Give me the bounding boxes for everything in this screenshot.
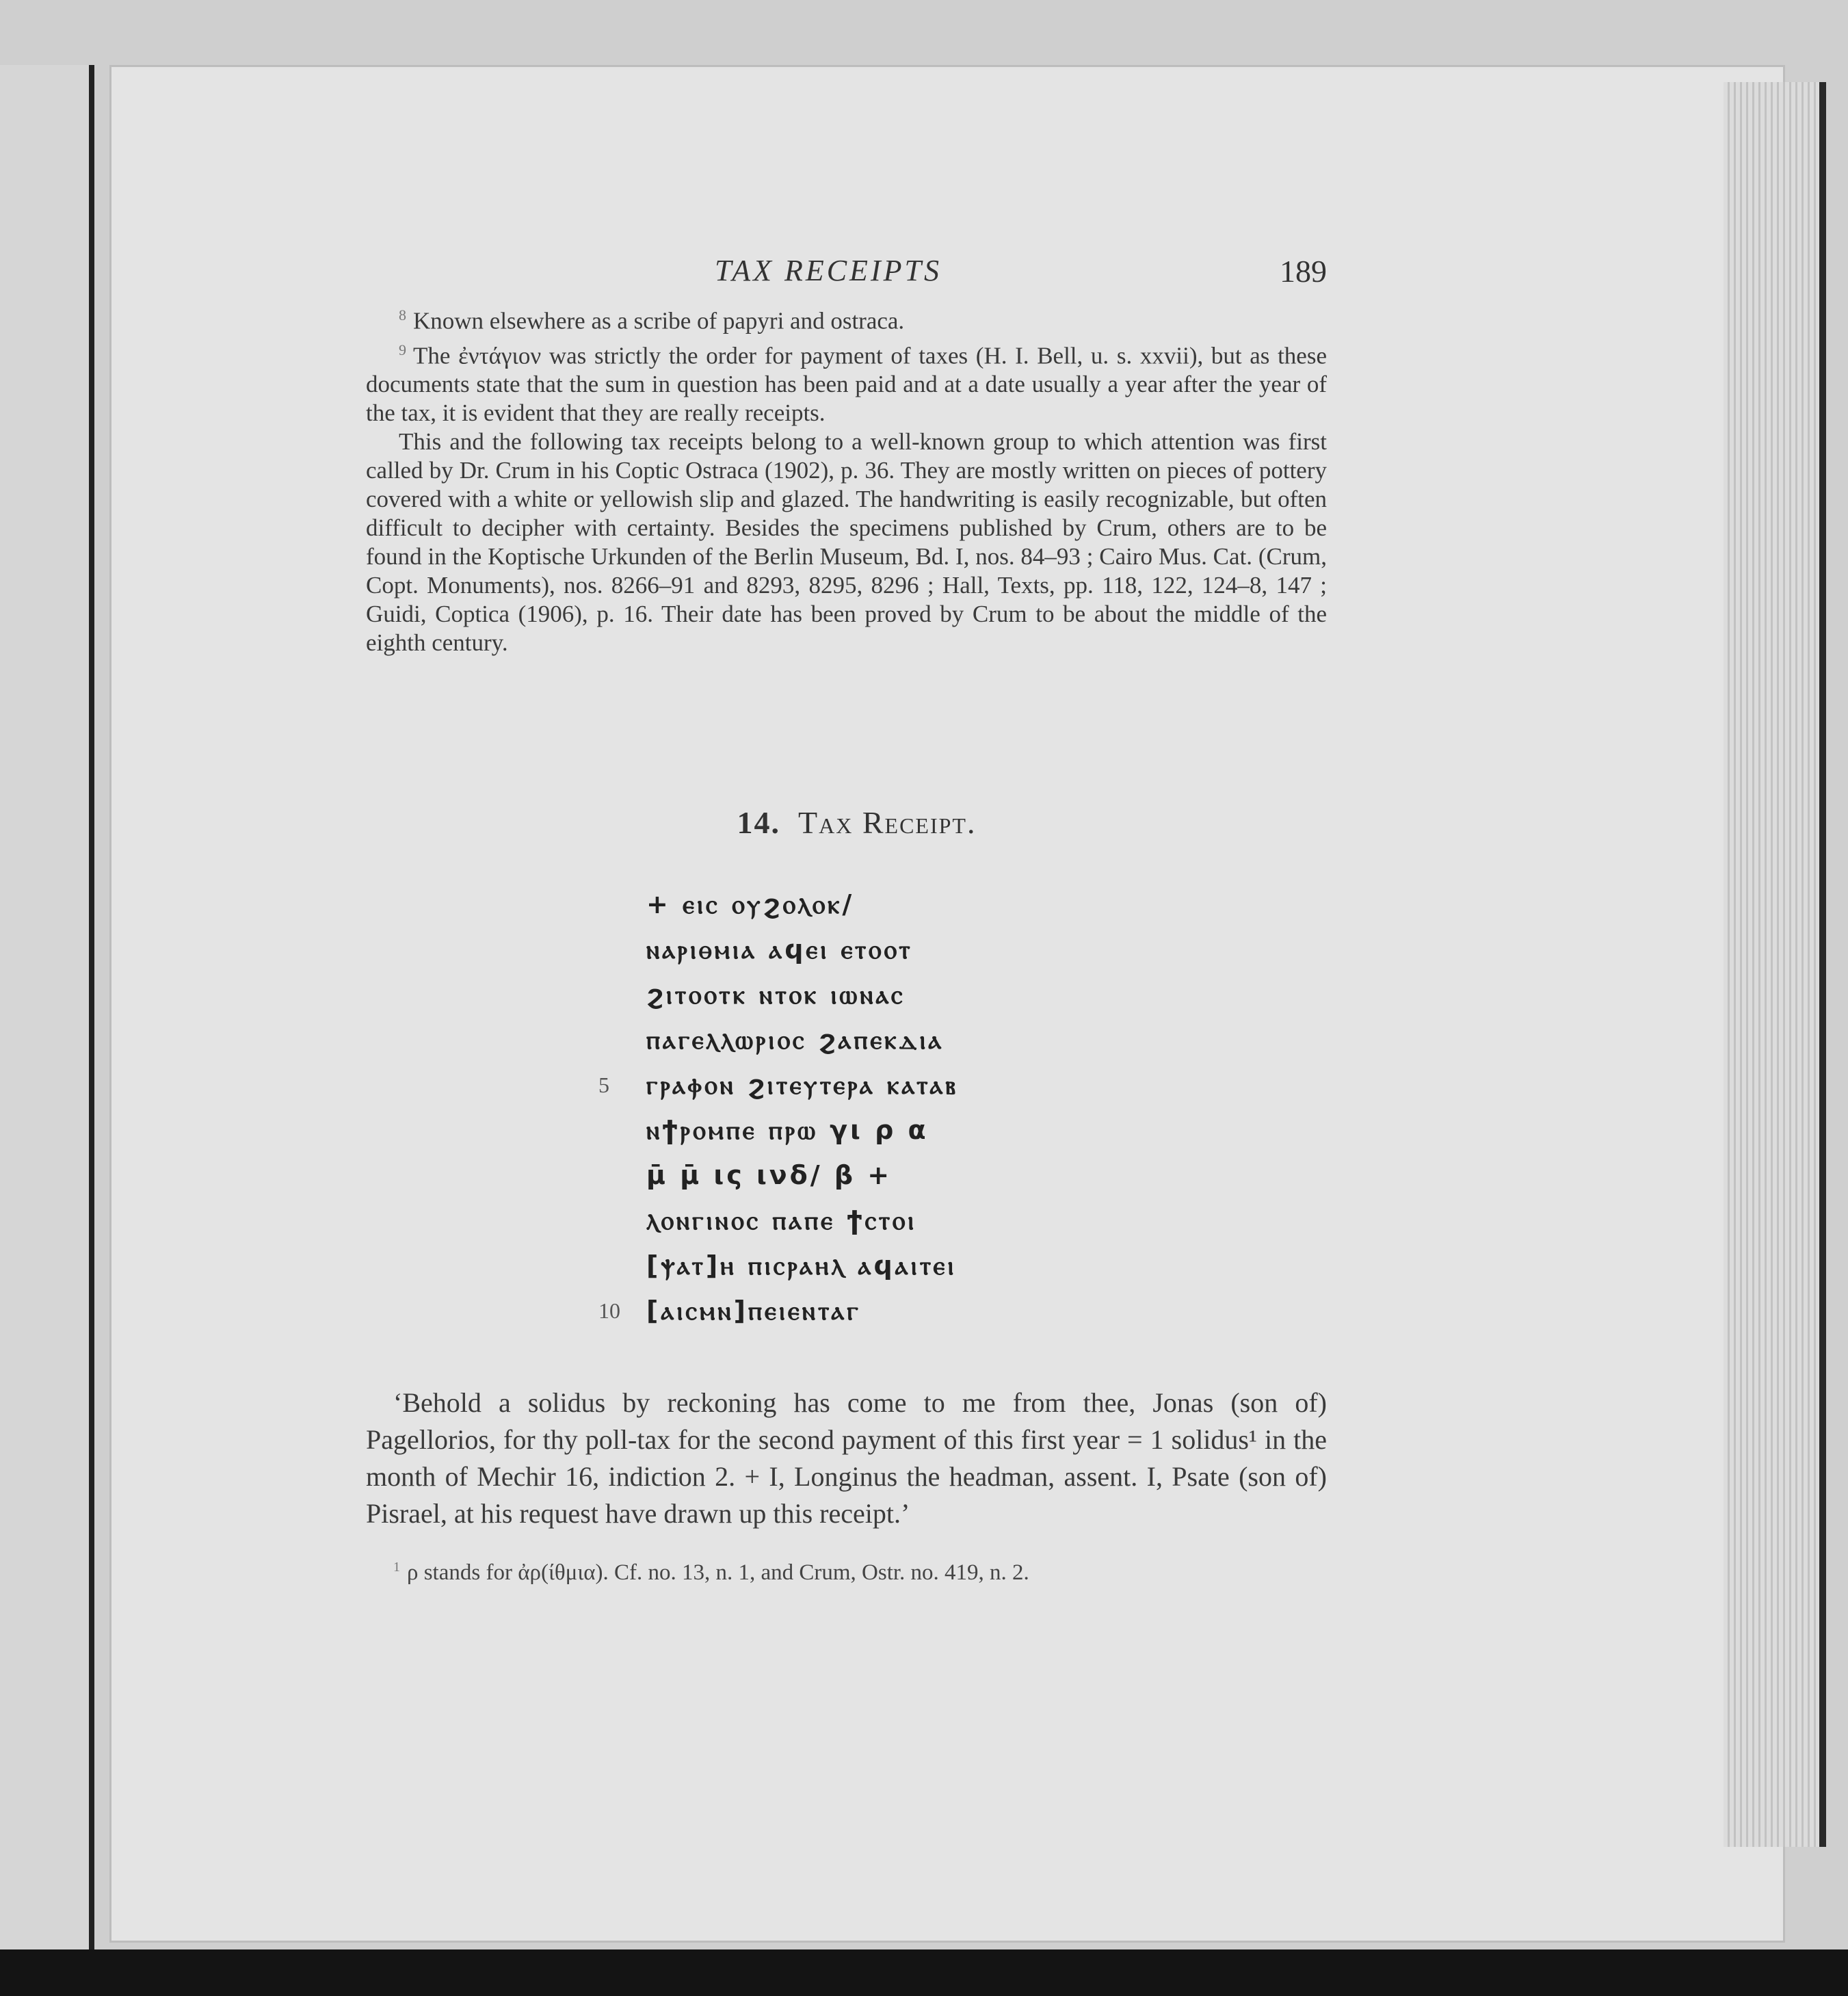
footnote-text: ρ stands for ἀρ(ίθμια). Cf. no. 13, n. 1, and Crum, Ostr. no. 419, n. 2.	[407, 1560, 1029, 1586]
coptic-line	[366, 882, 1327, 927]
coptic-line-text: + ⲉⲓⲥ ⲟⲩϩⲟⲗⲟⲕ/	[646, 889, 855, 920]
note-9-mark: 9	[399, 341, 406, 358]
running-head	[366, 253, 1327, 294]
coptic-line-text: ⲛⲁⲣⲓⲑⲙⲓⲁ ⲁϥⲉⲓ ⲉⲧⲟⲟⲧ	[646, 934, 913, 965]
page-content	[366, 253, 1327, 1586]
note-8-mark: 8	[399, 306, 406, 324]
page-number: 189	[1280, 254, 1327, 289]
coptic-line	[366, 1243, 1327, 1288]
coptic-line-text: μ̄ μ̄ ις ινδ/ β +	[646, 1160, 893, 1191]
running-title: TAX RECEIPTS	[715, 254, 942, 287]
coptic-line	[366, 1288, 1327, 1333]
coptic-text	[366, 882, 1327, 1333]
coptic-line-text: ⲅⲣⲁⲫⲟⲛ ϩⲓⲧⲉⲩⲧⲉⲣⲁ ⲕⲁⲧⲁⲃ	[646, 1070, 958, 1101]
coptic-line-text: ⲡⲁⲅⲉⲗⲗⲱⲣⲓⲟⲥ ϩⲁⲡⲉⲕⲇⲓⲁ	[646, 1025, 945, 1055]
line-number: 5	[598, 1073, 609, 1098]
coptic-line	[366, 1198, 1327, 1243]
coptic-line	[366, 1107, 1327, 1153]
intro-paragraph: This and the following tax receipts belong to a well-known group to which attention was first called by Dr. Crum in his Coptic Ostraca (1902), p. 36. They are mostly written on pieces of pottery covered with a white or yellowish slip and glazed. The handwriting is easily recognizable, but often difficult to decipher with certainty. Besides the specimens published by Crum, others are to be found in the Koptische Urkunden of the Berlin Museum, Bd. I, nos. 84–93 ; Cairo Mus. Cat. (Crum, Copt. Monuments), nos. 8266–91 and 8293, 8295, 8296 ; Hall, Texts, pp. 118, 122, 124–8, 147 ; Guidi, Coptica (1906), p. 16. Their date has been proved by Crum to be about the middle of the eighth century.	[366, 428, 1327, 657]
coptic-line-text: [ⲯⲁⲧ]ⲏ ⲡⲓⲥⲣⲁⲏⲗ ⲁϥⲁⲓⲧⲉⲓ	[646, 1250, 957, 1281]
note-9	[366, 336, 1327, 428]
coptic-line-text: ⲛϯⲣⲟⲙⲡⲉ ⲡⲣⲱ γι ρ α	[646, 1115, 929, 1146]
notes-block	[366, 301, 1327, 657]
coptic-line	[366, 972, 1327, 1017]
translation: ‘Behold a solidus by reckoning has come to me from thee, Jonas (son of) Pagellorios, for thy poll-tax for the second payment of this first year = 1 solidus¹ in the month of Mechir 16, indiction 2. + I, Longinus the headman, assent. I, Psate (son of) Pisrael, at his request have drawn up this receipt.’	[366, 1387, 1327, 1529]
coptic-line	[366, 927, 1327, 972]
note-8-text: Known elsewhere as a scribe of papyri and ostraca.	[413, 307, 905, 334]
scan-border	[0, 1949, 1848, 1996]
facing-page-edge	[0, 65, 94, 1949]
footnote-mark: 1	[393, 1560, 400, 1575]
coptic-line-text: [ⲁⲓⲥⲙⲛ]ⲡⲉⲓⲉⲛⲧⲁⲅ	[646, 1296, 861, 1326]
coptic-line	[366, 1017, 1327, 1062]
footnote	[366, 1560, 1327, 1586]
coptic-line-text: ϩⲓⲧⲟⲟⲧⲕ ⲛⲧⲟⲕ ⲓⲱⲛⲁⲥ	[646, 980, 906, 1010]
line-number: 10	[598, 1298, 620, 1324]
coptic-line	[366, 1153, 1327, 1198]
section-number: 14.	[737, 805, 781, 841]
coptic-line	[366, 1062, 1327, 1107]
page-edges	[1724, 82, 1826, 1847]
section-title: Tax Receipt.	[798, 805, 977, 841]
section-heading	[366, 804, 1327, 841]
note-8	[366, 301, 1327, 336]
note-9-text: The ἐντάγιον was strictly the order for payment of taxes (H. I. Bell, u. s. xxvii), but as these documents state that the sum in question has been paid and at a date usually a year after the year of the tax, it is evident that they are really receipts.	[366, 342, 1327, 427]
coptic-line-text: ⲗⲟⲛⲅⲓⲛⲟⲥ ⲡⲁⲡⲉ ϯⲥⲧⲟⲓ	[646, 1205, 917, 1236]
